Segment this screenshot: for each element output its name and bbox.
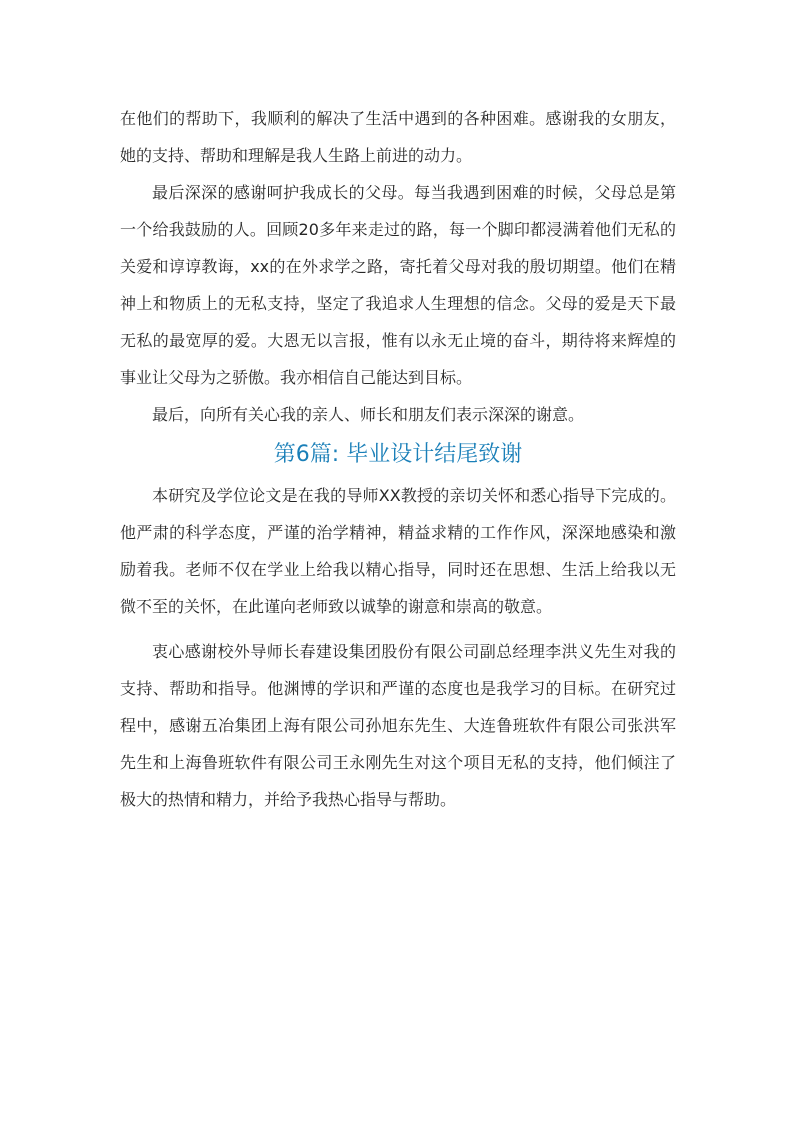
paragraph-advisor-thanks: 本研究及学位论文是在我的导师XX教授的亲切关怀和悉心指导下完成的。他严肃的科学态度，严谨的治学精神，精益求精的工作作风，深深地感染和激励着我。老师不仅在学业上给我以精心指导，同时还在思想、生活上给我以无微不至的关怀，在此谨向老师致以诚挚的谢意和崇高的敬意。 (120, 486, 676, 616)
paragraph-external-advisor-thanks: 衷心感谢校外导师长春建设集团股份有限公司副总经理李洪义先生对我的支持、帮助和指导。他渊博的学识和严谨的态度也是我学习的目标。在研究过程中，感谢五冶集团上海有限公司孙旭东先生、大连鲁班软件有限公司张洪军先生和上海鲁班软件有限公司王永刚先生对这个项目无私的支持，他们倾注了极大的热情和精力，并给予我热心指导与帮助。 (120, 642, 676, 809)
paragraph-parents-thanks: 最后深深的感谢呵护我成长的父母。每当我遇到困难的时候，父母总是第一个给我鼓励的人。回顾20多年来走过的路，每一个脚印都浸满着他们无私的关爱和谆谆教诲，xx的在外求学之路，寄托着父母对我的殷切期望。他们在精神上和物质上的无私支持，坚定了我追求人生理想的信念。父母的爱是天下最无私的最宽厚的爱。大恩无以言报，惟有以永无止境的奋斗，期待将来辉煌的事业让父母为之骄傲。我亦相信自己能达到目标。 (120, 183, 676, 387)
paragraph-final-thanks: 最后，向所有关心我的亲人、师长和朋友们表示深深的谢意。 (152, 405, 585, 424)
paragraph-girlfriend-thanks: 在他们的帮助下，我顺利的解决了生活中遇到的各种困难。感谢我的女朋友，她的支持、帮助和理解是我人生路上前进的动力。 (120, 109, 676, 165)
section-heading: 第6篇: 毕业设计结尾致谢 (273, 442, 523, 467)
document-body (120, 100, 676, 818)
